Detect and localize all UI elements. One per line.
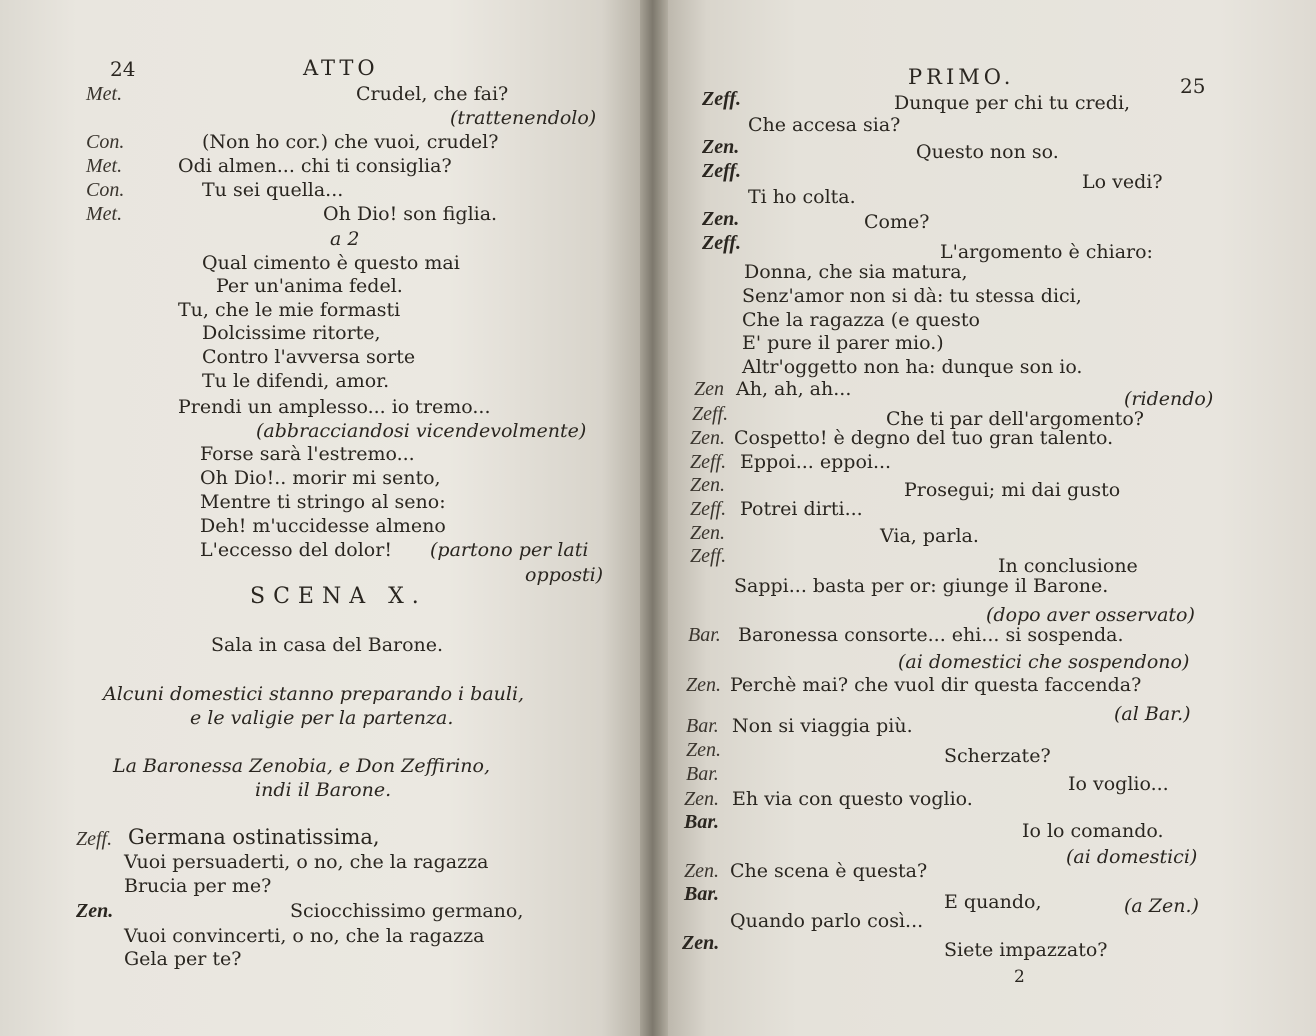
speaker-label: Zen. xyxy=(690,522,725,544)
verse-line: Brucia per me? xyxy=(124,875,272,897)
stage-direction: (al Bar.) xyxy=(1114,703,1191,725)
verse-line: Che la ragazza (e questo xyxy=(742,309,980,331)
verse-line: L'eccesso del dolor! xyxy=(200,539,392,561)
running-head: ATTO xyxy=(303,56,379,80)
character-list: La Baronessa Zenobia, e Don Zeffirino, xyxy=(113,755,491,777)
verse-line: Contro l'avversa sorte xyxy=(202,346,416,368)
verse-line: E quando, xyxy=(944,891,1042,913)
verse-line: Tu sei quella... xyxy=(202,179,344,201)
verse-line: (Non ho cor.) che vuoi, crudel? xyxy=(202,131,499,153)
running-head: PRIMO. xyxy=(908,65,1015,89)
verse-line: Donna, che sia matura, xyxy=(744,261,968,283)
stage-direction: Alcuni domestici stanno preparando i bauli, xyxy=(103,683,525,705)
speaker-label: Zen. xyxy=(684,860,719,882)
verse-line: Sciocchissimo germano, xyxy=(290,900,524,922)
speaker-label: Zen. xyxy=(690,427,725,449)
verse-line: Odi almen... chi ti consiglia? xyxy=(178,155,452,177)
speaker-label: Zeff. xyxy=(690,498,727,520)
verse-line: Prosegui; mi dai gusto xyxy=(904,479,1121,501)
speaker-label: Zen. xyxy=(684,788,719,810)
verse-line: Vuoi convincerti, o no, che la ragazza xyxy=(124,925,485,947)
speaker-label: Zeff. xyxy=(702,232,742,254)
verse-line: Per un'anima fedel. xyxy=(216,275,403,297)
speaker-label: Zen. xyxy=(76,900,114,922)
verse-line: Dunque per chi tu credi, xyxy=(894,92,1131,114)
speaker-label: Zen. xyxy=(682,932,720,954)
stage-direction: (trattenendolo) xyxy=(450,107,597,129)
stage-direction: (abbracciandosi vicendevolmente) xyxy=(256,420,587,442)
verse-line: Cospetto! è degno del tuo gran talento. xyxy=(734,427,1114,449)
verse-line: Crudel, che fai? xyxy=(356,83,509,105)
speaker-label: Bar. xyxy=(686,715,719,737)
verse-line: Ah, ah, ah... xyxy=(736,378,852,400)
speaker-label: Con. xyxy=(86,131,125,153)
verse-line: Via, parla. xyxy=(880,525,979,547)
verse-line: Germana ostinatissima, xyxy=(128,825,380,849)
page-number: 25 xyxy=(1180,74,1206,98)
speaker-label: Bar. xyxy=(686,763,719,785)
verse-line: Senz'amor non si dà: tu stessa dici, xyxy=(742,285,1082,307)
duet-mark: a 2 xyxy=(330,228,360,250)
speaker-label: Zen. xyxy=(686,674,721,696)
speaker-label: Zeff. xyxy=(702,88,742,110)
page-number: 24 xyxy=(110,57,136,81)
speaker-label: Zeff. xyxy=(76,828,113,850)
verse-line: Lo vedi? xyxy=(1082,171,1163,193)
verse-line: Io voglio... xyxy=(1068,773,1169,795)
stage-direction: e le valigie per la partenza. xyxy=(190,707,454,729)
verse-line: Mentre ti stringo al seno: xyxy=(200,491,446,513)
verse-line: L'argomento è chiaro: xyxy=(940,241,1153,263)
verse-line: Che scena è questa? xyxy=(730,860,928,882)
speaker-label: Zeff. xyxy=(690,545,727,567)
verse-line: Tu, che le mie formasti xyxy=(178,299,401,321)
speaker-label: Zeff. xyxy=(692,403,729,425)
verse-line: Sappi... basta per or: giunge il Barone. xyxy=(734,575,1109,597)
speaker-label: Met. xyxy=(86,203,123,225)
scene-title: SCENA X. xyxy=(250,584,427,609)
speaker-label: Met. xyxy=(86,155,123,177)
speaker-label: Zen. xyxy=(702,136,740,158)
verse-line: Che ti par dell'argomento? xyxy=(886,408,1144,430)
speaker-label: Met. xyxy=(86,83,123,105)
stage-direction: (partono per lati xyxy=(430,539,589,561)
stage-direction: (a Zen.) xyxy=(1124,895,1199,917)
verse-line: Oh Dio! son figlia. xyxy=(323,203,498,225)
character-list: indi il Barone. xyxy=(255,779,392,801)
verse-line: Oh Dio!.. morir mi sento, xyxy=(200,467,441,489)
left-page xyxy=(0,0,640,1036)
verse-line: Vuoi persuaderti, o no, che la ragazza xyxy=(124,851,489,873)
verse-line: Quando parlo così... xyxy=(730,910,924,932)
verse-line: Altr'oggetto non ha: dunque son io. xyxy=(742,356,1083,378)
signature-mark: 2 xyxy=(1014,967,1025,987)
speaker-label: Con. xyxy=(86,179,125,201)
verse-line: Non si viaggia più. xyxy=(732,715,913,737)
verse-line: Dolcissime ritorte, xyxy=(202,322,381,344)
stage-direction: (ai domestici) xyxy=(1066,846,1198,868)
verse-line: Prendi un amplesso... io tremo... xyxy=(178,396,491,418)
speaker-label: Zeff. xyxy=(702,160,742,182)
speaker-label: Zen xyxy=(694,378,724,400)
speaker-label: Bar. xyxy=(688,624,721,646)
verse-line: Qual cimento è questo mai xyxy=(202,252,460,274)
verse-line: In conclusione xyxy=(998,555,1138,577)
verse-line: Gela per te? xyxy=(124,948,242,970)
speaker-label: Zen. xyxy=(690,474,725,496)
stage-direction: (ridendo) xyxy=(1124,388,1214,410)
verse-line: Come? xyxy=(864,211,930,233)
verse-line: Potrei dirti... xyxy=(740,498,863,520)
speaker-label: Zen. xyxy=(686,739,721,761)
verse-line: Ti ho colta. xyxy=(748,186,856,208)
verse-line: Scherzate? xyxy=(944,745,1051,767)
speaker-label: Bar. xyxy=(684,811,720,833)
verse-line: Eh via con questo voglio. xyxy=(732,788,973,810)
scene-setting: Sala in casa del Barone. xyxy=(211,634,444,656)
verse-line: Tu le difendi, amor. xyxy=(202,370,390,392)
verse-line: Baronessa consorte... ehi... si sospenda. xyxy=(738,624,1124,646)
verse-line: Perchè mai? che vuol dir questa faccenda? xyxy=(730,674,1142,696)
speaker-label: Zeff. xyxy=(690,451,727,473)
stage-direction: (dopo aver osservato) xyxy=(986,604,1195,626)
stage-direction: opposti) xyxy=(525,564,604,586)
verse-line: Eppoi... eppoi... xyxy=(740,451,892,473)
speaker-label: Bar. xyxy=(684,883,720,905)
verse-line: Deh! m'uccidesse almeno xyxy=(200,515,446,537)
verse-line: Siete impazzato? xyxy=(944,939,1108,961)
verse-line: Che accesa sia? xyxy=(748,114,901,136)
stage-direction: (ai domestici che sospendono) xyxy=(898,651,1190,673)
verse-line: E' pure il parer mio.) xyxy=(742,332,944,354)
verse-line: Forse sarà l'estremo... xyxy=(200,443,415,465)
book-gutter xyxy=(640,0,668,1036)
verse-line: Io lo comando. xyxy=(1022,820,1164,842)
right-page xyxy=(668,0,1316,1036)
verse-line: Questo non so. xyxy=(916,141,1059,163)
speaker-label: Zen. xyxy=(702,208,740,230)
